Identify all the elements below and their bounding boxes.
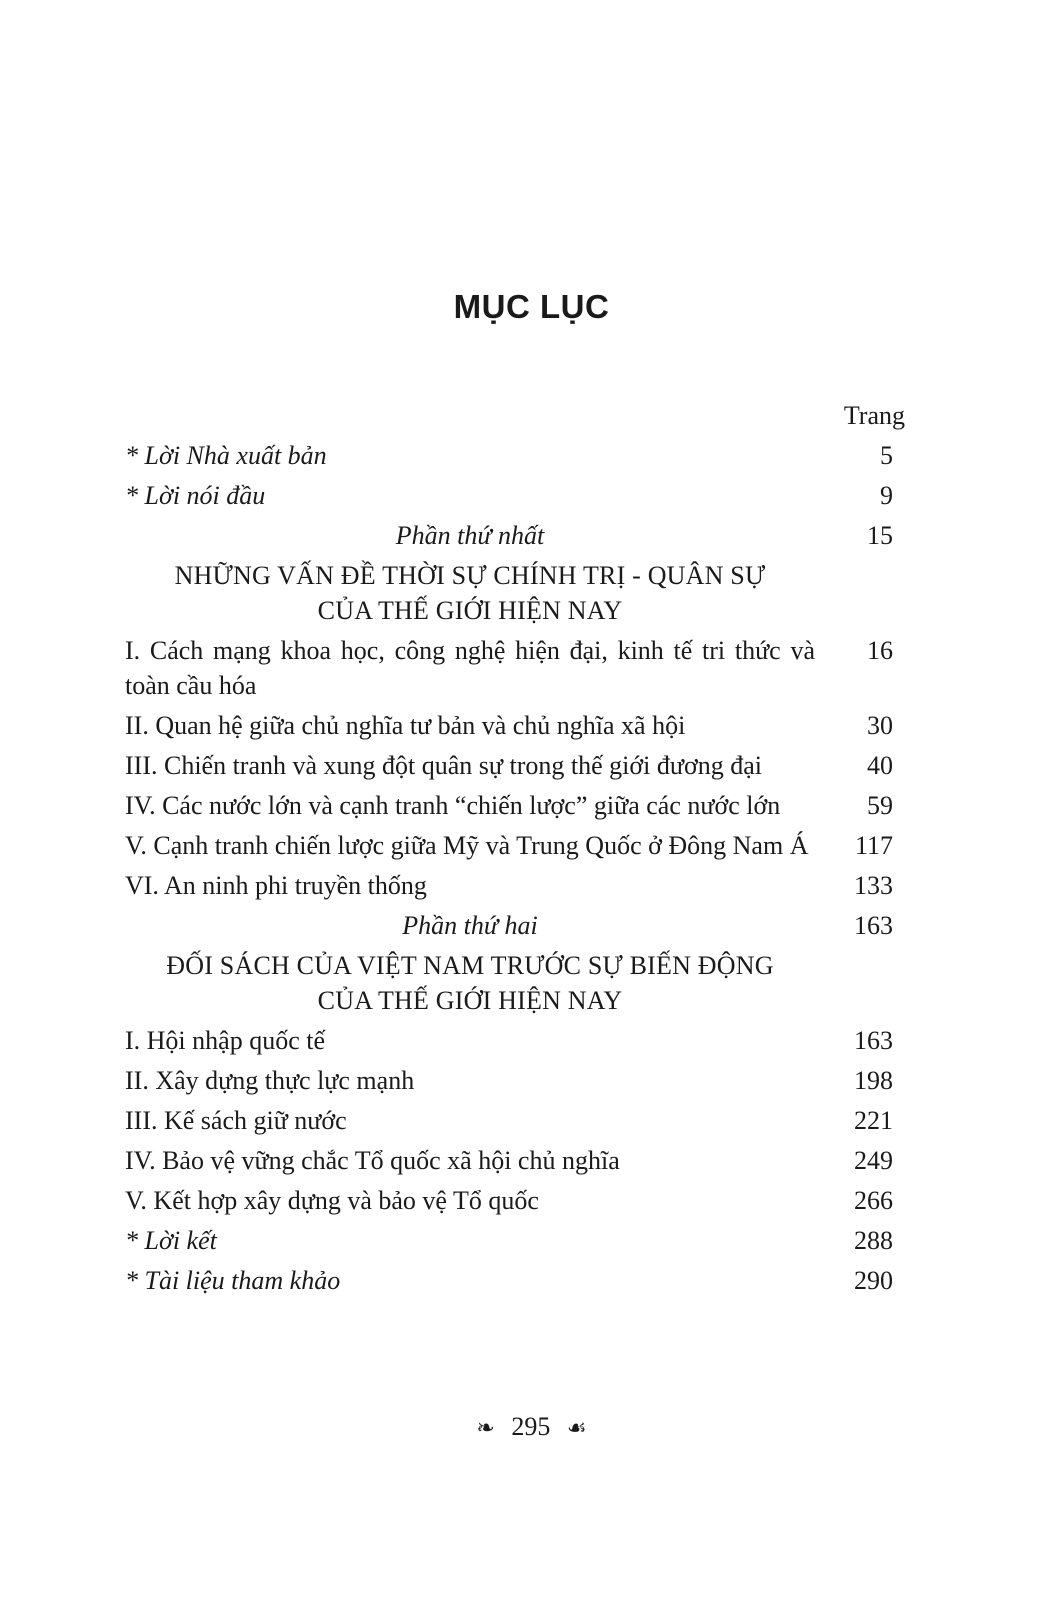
toc-entry[interactable]	[125, 748, 915, 783]
toc-entry-text: IV. Các nước lớn và cạnh tranh “chiến lược” giữa các nước lớn	[125, 791, 781, 820]
toc-entry[interactable]	[125, 633, 915, 703]
toc-entry-page: 290	[854, 1266, 893, 1295]
toc-entry-page: 163	[854, 1026, 893, 1055]
part-one-title-line1: NHỮNG VẤN ĐỀ THỜI SỰ CHÍNH TRỊ - QUÂN SỰ	[174, 561, 766, 590]
toc-entry-page: 5	[880, 441, 893, 470]
toc-entry[interactable]	[125, 1063, 915, 1098]
toc-entry-page: 133	[854, 871, 893, 900]
toc-entry[interactable]	[125, 1143, 915, 1178]
toc-entry-publisher-note[interactable]	[125, 438, 915, 473]
toc-entry-text: II. Xây dựng thực lực mạnh	[125, 1066, 415, 1095]
part-one-heading[interactable]	[125, 518, 915, 553]
part-one-title-line2: CỦA THẾ GIỚI HIỆN NAY	[317, 596, 623, 625]
right-ornament-icon: ☙	[566, 1415, 587, 1440]
toc-entry[interactable]	[125, 828, 915, 863]
toc-entry[interactable]	[125, 1183, 915, 1218]
toc-entry-text: III. Chiến tranh và xung đột quân sự trong thế giới đương đại	[125, 751, 762, 780]
page-column-label: Trang	[843, 401, 905, 430]
toc-entry[interactable]	[125, 708, 915, 743]
part-label: Phần thứ nhất	[395, 521, 545, 550]
toc-entry-page: 163	[854, 911, 893, 940]
toc-entry-text: I. Hội nhập quốc tế	[125, 1026, 326, 1055]
toc-entry-page: 30	[867, 711, 893, 740]
toc-entry-page: 249	[854, 1146, 893, 1175]
toc-entry[interactable]	[125, 788, 915, 823]
toc-entry-text: * Lời Nhà xuất bản	[125, 441, 327, 470]
toc-entry-page: 221	[854, 1106, 893, 1135]
toc-entry-text: IV. Bảo vệ vững chắc Tổ quốc xã hội chủ nghĩa	[125, 1146, 620, 1175]
page-footer	[0, 1412, 1063, 1442]
toc-entry[interactable]	[125, 1023, 915, 1058]
toc-entry-page: 16	[867, 636, 893, 665]
toc-entry-text: I. Cách mạng khoa học, công nghệ hiện đại, kinh tế tri thức và toàn cầu hóa	[125, 636, 815, 700]
page-title: MỤC LỤC	[453, 288, 610, 325]
part-two-title-line2: CỦA THẾ GIỚI HIỆN NAY	[317, 986, 623, 1015]
left-ornament-icon: ❧	[476, 1415, 495, 1440]
toc-entry-text: V. Kết hợp xây dựng và bảo vệ Tổ quốc	[125, 1186, 539, 1215]
toc-entry-page: 40	[867, 751, 893, 780]
toc-entry-conclusion[interactable]	[125, 1223, 915, 1258]
toc-entry-text: * Tài liệu tham khảo	[125, 1266, 341, 1295]
toc-entry-text: II. Quan hệ giữa chủ nghĩa tư bản và chủ nghĩa xã hội	[125, 711, 686, 740]
toc-entry-page: 288	[854, 1226, 893, 1255]
toc-entry-page: 117	[854, 831, 893, 860]
table-of-contents	[125, 398, 915, 1303]
toc-entry-text: VI. An ninh phi truyền thống	[125, 871, 427, 900]
toc-entry-text: * Lời kết	[125, 1226, 217, 1255]
part-two-title-line1: ĐỐI SÁCH CỦA VIỆT NAM TRƯỚC SỰ BIẾN ĐỘNG	[166, 951, 774, 980]
toc-entry-page: 59	[867, 791, 893, 820]
toc-entry[interactable]	[125, 868, 915, 903]
toc-entry-page: 266	[854, 1186, 893, 1215]
toc-entry-page: 9	[880, 481, 893, 510]
toc-entry-text: III. Kế sách giữ nước	[125, 1106, 347, 1135]
part-two-heading[interactable]	[125, 908, 915, 943]
toc-entry-text: * Lời nói đầu	[125, 481, 266, 510]
part-label: Phần thứ hai	[402, 911, 538, 940]
toc-entry-text: V. Cạnh tranh chiến lược giữa Mỹ và Trung Quốc ở Đông Nam Á	[125, 831, 809, 860]
toc-entry-page: 15	[867, 521, 893, 550]
toc-entry[interactable]	[125, 1103, 915, 1138]
page-number: 295	[511, 1412, 551, 1441]
toc-entry-foreword[interactable]	[125, 478, 915, 513]
toc-entry-references[interactable]	[125, 1263, 915, 1298]
toc-entry-page: 198	[854, 1066, 893, 1095]
